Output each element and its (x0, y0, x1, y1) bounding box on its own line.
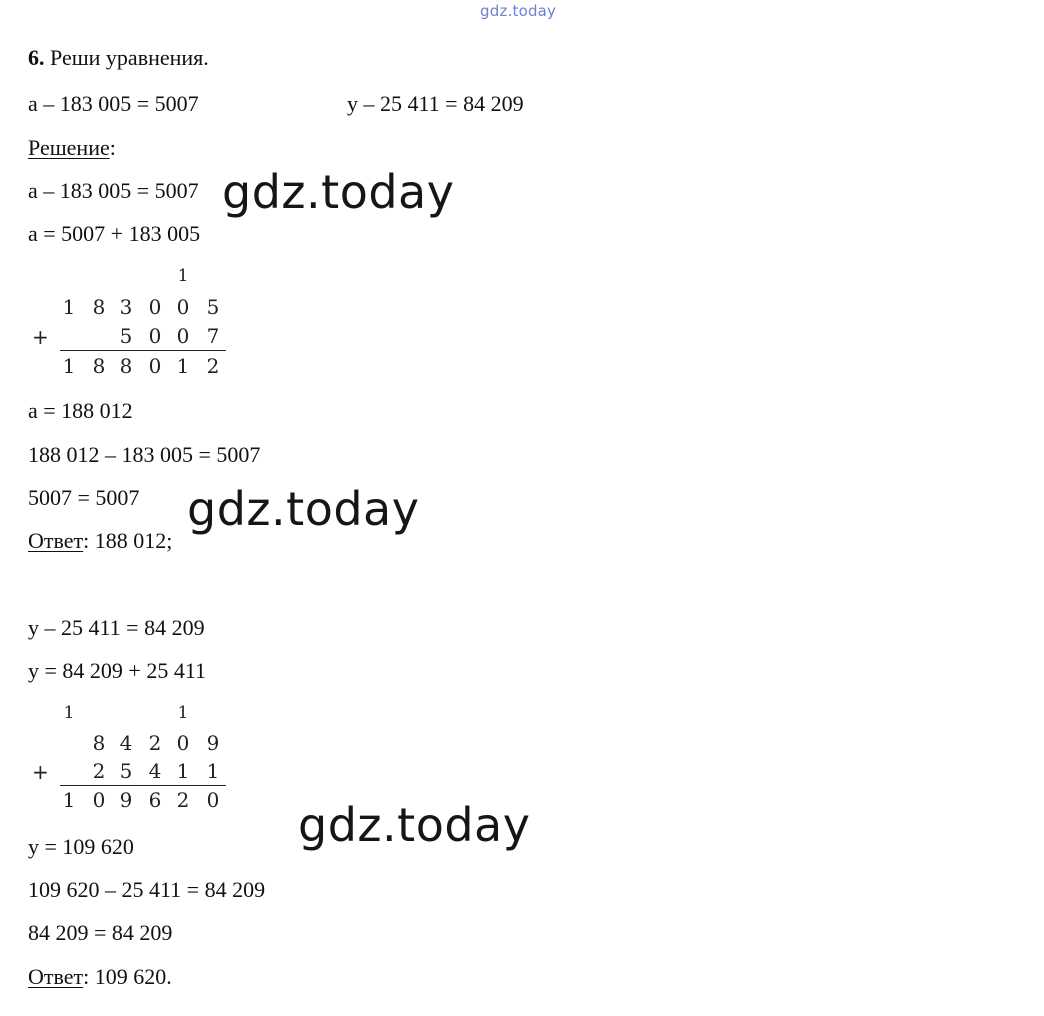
p2-sum-line (60, 785, 226, 786)
p1-result-digit: 8 (119, 354, 133, 378)
p1-top-digit: 0 (176, 295, 190, 319)
p1-carry: 1 (177, 266, 189, 286)
p1-result-digit: 8 (92, 354, 106, 378)
p1-top-digit: 0 (148, 295, 162, 319)
p2-top-digit: 9 (206, 731, 220, 755)
p2-bottom-digit: 1 (176, 759, 190, 783)
p1-bottom-digit: 0 (176, 324, 190, 348)
task-equation-1: a – 183 005 = 5007 (28, 91, 199, 116)
p2-bottom-digit: 4 (148, 759, 162, 783)
p2-carry: 1 (63, 703, 75, 723)
p2-line2: y = 84 209 + 25 411 (28, 658, 206, 683)
p2-top-digit: 2 (148, 731, 162, 755)
p1-answer-label: Ответ (28, 528, 84, 553)
solution-colon: : (109, 135, 116, 160)
p2-plus-sign: + (32, 760, 49, 784)
task-equation-2: y – 25 411 = 84 209 (347, 91, 524, 116)
p1-top-digit: 3 (119, 295, 133, 319)
p1-top-digit: 5 (206, 295, 220, 319)
p2-line1: y – 25 411 = 84 209 (28, 615, 205, 640)
p2-answer-value: : 109 620. (83, 964, 172, 989)
p1-result-digit: 1 (62, 354, 76, 378)
p1-line2: a = 5007 + 183 005 (28, 221, 201, 246)
p2-result-digit: 9 (119, 788, 133, 812)
p2-line4: 109 620 – 25 411 = 84 209 (28, 877, 266, 902)
p2-top-digit: 4 (119, 731, 133, 755)
watermark-3: gdz.today (298, 798, 531, 852)
p2-bottom-digit: 2 (92, 759, 106, 783)
p1-top-digit: 8 (92, 295, 106, 319)
p1-result-digit: 1 (176, 354, 190, 378)
p2-result-digit: 0 (206, 788, 220, 812)
p1-line1: a – 183 005 = 5007 (28, 178, 199, 203)
p1-bottom-digit: 5 (119, 324, 133, 348)
p2-answer (28, 964, 172, 990)
p1-answer (28, 528, 172, 554)
watermark-1: gdz.today (222, 165, 455, 219)
p1-line3: a = 188 012 (28, 398, 133, 423)
p2-bottom-digit: 1 (206, 759, 220, 783)
p2-line5: 84 209 = 84 209 (28, 920, 173, 945)
p1-bottom-digit: 7 (206, 324, 220, 348)
p1-bottom-digit: 0 (148, 324, 162, 348)
solution-heading (28, 135, 116, 161)
p2-top-digit: 0 (176, 731, 190, 755)
watermark-2: gdz.today (187, 482, 420, 536)
p2-top-digit: 8 (92, 731, 106, 755)
p1-line5: 5007 = 5007 (28, 485, 140, 510)
p1-result-digit: 0 (148, 354, 162, 378)
task-number: 6. (28, 45, 45, 70)
p2-result-digit: 6 (148, 788, 162, 812)
p1-result-digit: 2 (206, 354, 220, 378)
solution-label: Решение (28, 135, 110, 160)
p1-sum-line (60, 350, 226, 351)
p1-plus-sign: + (32, 325, 49, 349)
p2-answer-label: Ответ (28, 964, 84, 989)
p1-answer-value: : 188 012; (83, 528, 173, 553)
p2-result-digit: 0 (92, 788, 106, 812)
p2-result-digit: 2 (176, 788, 190, 812)
p2-bottom-digit: 5 (119, 759, 133, 783)
p2-result-digit: 1 (62, 788, 76, 812)
p1-line4: 188 012 – 183 005 = 5007 (28, 442, 261, 467)
p2-carry: 1 (177, 703, 189, 723)
task-title: Реши уравнения. (50, 45, 209, 70)
p1-top-digit: 1 (62, 295, 76, 319)
task-header (28, 45, 209, 71)
p2-line3: y = 109 620 (28, 834, 134, 859)
watermark-top: gdz.today (480, 2, 557, 20)
